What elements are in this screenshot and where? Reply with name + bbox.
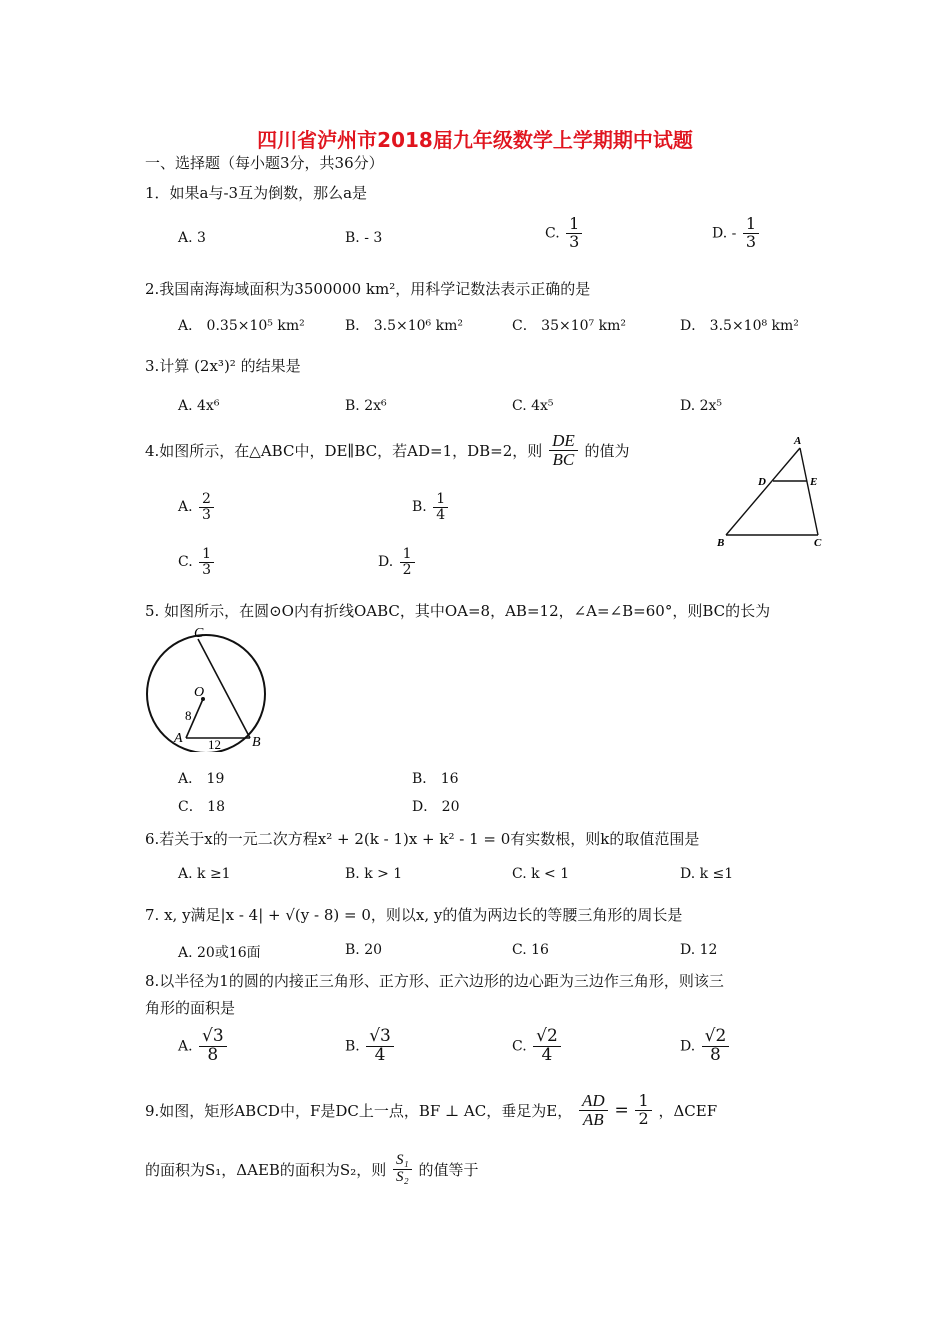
question-4-stem: 4.如图所示，在△ABC中，DE∥BC，若AD=1，DB=2，则 $\frac{DE}{BC}$ 的值为 <box>145 431 630 469</box>
circle-label-a: A <box>174 731 183 746</box>
q2-option-b: B． 3.5×10⁶ km² <box>345 318 463 334</box>
question-2-stem: 2.我国南海海域面积为3500000 km²，用科学记数法表示正确的是 <box>145 280 591 298</box>
q6-option-d: D. k ≤1 <box>680 866 734 882</box>
q3-option-c: C. 4x⁵ <box>512 398 554 414</box>
question-6-stem: 6.若关于x的一元二次方程x² + 2(k - 1)x + k² - 1 = 0有实数根，则k的取值范围是 <box>145 830 700 848</box>
vertex-label-b: B <box>717 537 725 549</box>
q7-option-c: C. 16 <box>512 942 549 958</box>
circle-figure <box>140 622 275 752</box>
q4-option-c: C. $\frac{1}{3}$ <box>178 547 216 577</box>
vertex-label-c: C <box>814 537 822 549</box>
q5-option-a: A． 19 <box>178 771 225 787</box>
q7-option-d: D. 12 <box>680 942 718 958</box>
q2-option-d: D． 3.5×10⁸ km² <box>680 318 799 334</box>
q1-option-b: B. - 3 <box>345 230 383 246</box>
q6-option-b: B. k > 1 <box>345 866 403 882</box>
q8-option-d: D. $\frac{√2}{8}$ <box>680 1028 731 1065</box>
q6-option-c: C. k < 1 <box>512 866 570 882</box>
segment-oa-length: 8 <box>185 708 192 723</box>
q3-option-a: A. 4x⁶ <box>178 398 220 414</box>
q5-option-b: B． 16 <box>412 771 459 787</box>
circle-label-o: O <box>194 685 205 700</box>
question-5-stem: 5. 如图所示，在圆⊙O内有折线OABC，其中OA=8，AB=12，∠A=∠B=60°，则BC的长为 <box>145 602 771 620</box>
vertex-label-d: D <box>758 476 766 488</box>
question-9-stem-line1: 9.如图，矩形ABCD中，F是DC上一点，BF ⊥ AC，垂足为E， $\frac{AD}{AB}$ = $\frac{1}{2}$ ，ΔCEF <box>145 1091 718 1129</box>
segment-ab-length: 12 <box>208 737 221 752</box>
q1-option-a: A. 3 <box>178 230 206 246</box>
page-title: 四川省泸州市2018届九年级数学上学期期中试题 <box>257 128 693 152</box>
triangle-figure <box>712 432 842 552</box>
q5-option-d: D． 20 <box>412 799 460 815</box>
q7-option-a: A. 20或16面 <box>178 945 261 961</box>
question-3-stem: 3.计算 (2x³)² 的结果是 <box>145 357 301 375</box>
q2-option-a: A． 0.35×10⁵ km² <box>178 318 305 334</box>
question-9-stem-line2: 的面积为S₁，ΔAEB的面积为S₂，则 $\frac{\text{S₁}}{\text{S₂}}$ 的值等于 <box>145 1152 479 1185</box>
q1-option-c: C. $\frac{1}{3}$ <box>545 216 584 251</box>
question-1-stem: 1．如果a与-3互为倒数，那么a是 <box>145 184 368 202</box>
q7-option-b: B. 20 <box>345 942 383 958</box>
question-8-stem-line1: 8.以半径为1的圆的内接正三角形、正方形、正六边形的边心距为三边作三角形，则该三 <box>145 972 724 990</box>
q8-option-c: C. $\frac{√2}{4}$ <box>512 1028 563 1065</box>
q2-option-c: C． 35×10⁷ km² <box>512 318 626 334</box>
q1-option-d: D. - $\frac{1}{3}$ <box>712 216 761 251</box>
circle-label-c: C <box>194 626 204 641</box>
q4-option-d: D. $\frac{1}{2}$ <box>378 547 417 577</box>
q8-option-a: A. $\frac{√3}{8}$ <box>178 1028 229 1065</box>
q8-option-b: B. $\frac{√3}{4}$ <box>345 1028 396 1065</box>
section-heading: 一、选择题（每小题3分，共36分） <box>145 154 384 172</box>
question-8-stem-line2: 角形的面积是 <box>145 999 236 1017</box>
circle-label-b: B <box>252 735 261 750</box>
q3-option-b: B. 2x⁶ <box>345 398 387 414</box>
q4-option-b: B. $\frac{1}{4}$ <box>412 492 450 522</box>
q4-option-a: A. $\frac{2}{3}$ <box>178 492 216 522</box>
question-7-stem: 7. x, y满足|x - 4| + √(y - 8) = 0，则以x, y的值为两边长的等腰三角形的周长是 <box>145 906 683 924</box>
vertex-label-a: A <box>794 435 802 447</box>
q5-option-c: C． 18 <box>178 799 225 815</box>
vertex-label-e: E <box>810 476 818 488</box>
q6-option-a: A. k ≥1 <box>178 866 231 882</box>
q3-option-d: D. 2x⁵ <box>680 398 723 414</box>
